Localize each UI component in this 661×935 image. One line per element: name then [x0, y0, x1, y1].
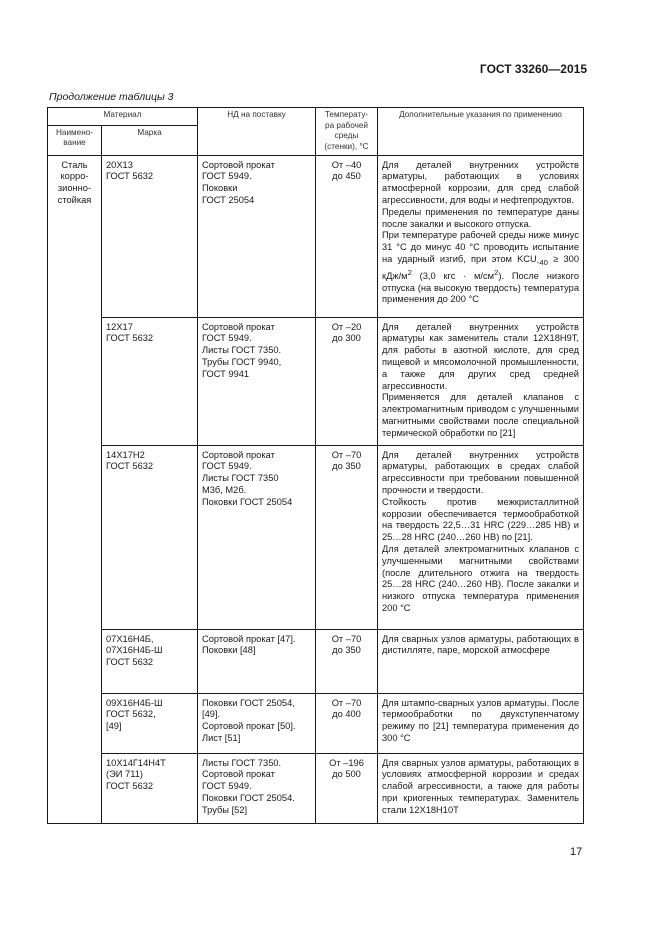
grade-cell: 10Х14Г14Н4Т (ЭИ 711) ГОСТ 5632 [102, 753, 198, 823]
temperature-cell: От –70 до 400 [316, 693, 378, 753]
notes-cell [378, 753, 584, 823]
notes-paragraph: Для деталей внутренних устройств арматуры, работающих в условиях атмосферной коррозии, для сред слабой агрессивности, для воды и нефтепродуктов. [382, 159, 579, 206]
notes-paragraph: Для штампо-сварных узлов арматуры. После термообработки по двухступенчатому режиму по [21] температура применения до 300 °С [382, 697, 579, 744]
notes-paragraph: Для деталей внутренних устройств арматуры, работающих в средах слабой агрессивности при требовании повышенной прочности и твердости. [382, 449, 579, 496]
notes-paragraph: Для сварных узлов арматуры, работающих в дистилляте, паре, морской атмосфере [382, 633, 579, 656]
grade-cell: 14Х17Н2 ГОСТ 5632 [102, 445, 198, 629]
nd-cell: Сортовой прокат ГОСТ 5949. Листы ГОСТ 7350. Трубы ГОСТ 9940, ГОСТ 9941 [198, 317, 316, 445]
document-code: ГОСТ 33260—2015 [479, 62, 587, 76]
table-row [48, 445, 584, 629]
table-row [48, 629, 584, 693]
table-row [48, 155, 584, 317]
nd-cell: Сортовой прокат [47]. Поковки [48] [198, 629, 316, 693]
grade-cell: 09Х16Н4Б-Ш ГОСТ 5632, [49] [102, 693, 198, 753]
notes-cell [378, 155, 584, 317]
notes-cell [378, 445, 584, 629]
notes-paragraph: Для деталей электромагнитных клапанов с улучшенными магнитными свойствами (после длительного отжига на твердость 25…28 HRC (240…260 HB). После закалки и низкого отпуска температура применения 200 °С [382, 544, 579, 613]
grade-cell: 20Х13 ГОСТ 5632 [102, 155, 198, 317]
grade-cell: 12Х17 ГОСТ 5632 [102, 317, 198, 445]
notes-paragraph: Пределы применения по температуре даны после закалки и высокого отпуска. [382, 206, 579, 229]
nd-cell: Сортовой прокат ГОСТ 5949. Поковки ГОСТ 25054 [198, 155, 316, 317]
notes-paragraph: Применяется для деталей клапанов с электромагнитным приводом с улучшенными магнитными свойствами после специальной термической обработки по [21] [382, 392, 579, 438]
notes-cell [378, 317, 584, 445]
temperature-cell: От –70 до 350 [316, 445, 378, 629]
table-row [48, 693, 584, 753]
notes-paragraph: Стойкость против межкристаллитной коррозии обеспечивается термообработкой на твердость 22,5…31 HRC (229…285 HB) и 25…28 HRC (240…260 HB) по [21]. [382, 496, 579, 543]
header-name: Наимено- вание [48, 125, 102, 155]
nd-cell: Листы ГОСТ 7350. Сортовой прокат ГОСТ 5949. Поковки ГОСТ 25054. Трубы [52] [198, 753, 316, 823]
material-group-name: Сталь корро- зионно- стойкая [48, 155, 102, 823]
nd-cell: Поковки ГОСТ 25054, [49]. Сортовой прокат [50]. Лист [51] [198, 693, 316, 753]
notes-cell [378, 629, 584, 693]
temperature-cell: От –40 до 450 [316, 155, 378, 317]
grade-cell: 07Х16Н4Б, 07Х16Н4Б-Ш ГОСТ 5632 [102, 629, 198, 693]
temperature-cell: От –196 до 500 [316, 753, 378, 823]
table-row [48, 753, 584, 823]
table-continuation-caption: Продолжение таблицы 3 [49, 91, 174, 103]
header-temperature: Температу- ра рабочей среды (стенки), °С [316, 108, 378, 156]
header-grade: Марка [102, 125, 198, 155]
table-row [48, 317, 584, 445]
nd-cell: Сортовой прокат ГОСТ 5949. Листы ГОСТ 7350 М3б, М2б. Поковки ГОСТ 25054 [198, 445, 316, 629]
header-material: Материал [48, 108, 198, 126]
header-nd: НД на поставку [198, 108, 316, 156]
temperature-cell: От –20 до 300 [316, 317, 378, 445]
notes-paragraph: Для сварных узлов арматуры, работающих в условиях атмосферной коррозии и средах слабой агрессивности, а также для работы при криогенных температурах. Заменитель стали 12Х18Н10Т [382, 757, 579, 815]
notes-paragraph: Для деталей внутренних устройств арматуры как заменитель стали 12Х18Н9Т, для работы в азотной кислоте, для сред пищевой и мясомолочной промышленности, а также для других сред средней агрессивности. [382, 321, 579, 391]
materials-table [47, 107, 584, 824]
notes-cell [378, 693, 584, 753]
notes-paragraph: При температуре рабочей среды ниже минус 31 °С до минус 40 °С проводить испытание на ударный изгиб, при этом $KCU_{-40} \ge 300$ кДж/$м^2$ (3,0 кгс · $м/см^2$). После низкого отпуска (на высокую твердость) температура применения до 200 °С [382, 230, 579, 305]
page-number: 17 [570, 846, 583, 858]
temperature-cell: От –70 до 350 [316, 629, 378, 693]
header-notes: Дополнительные указания по применению [378, 108, 584, 156]
header-row-1 [48, 108, 584, 126]
